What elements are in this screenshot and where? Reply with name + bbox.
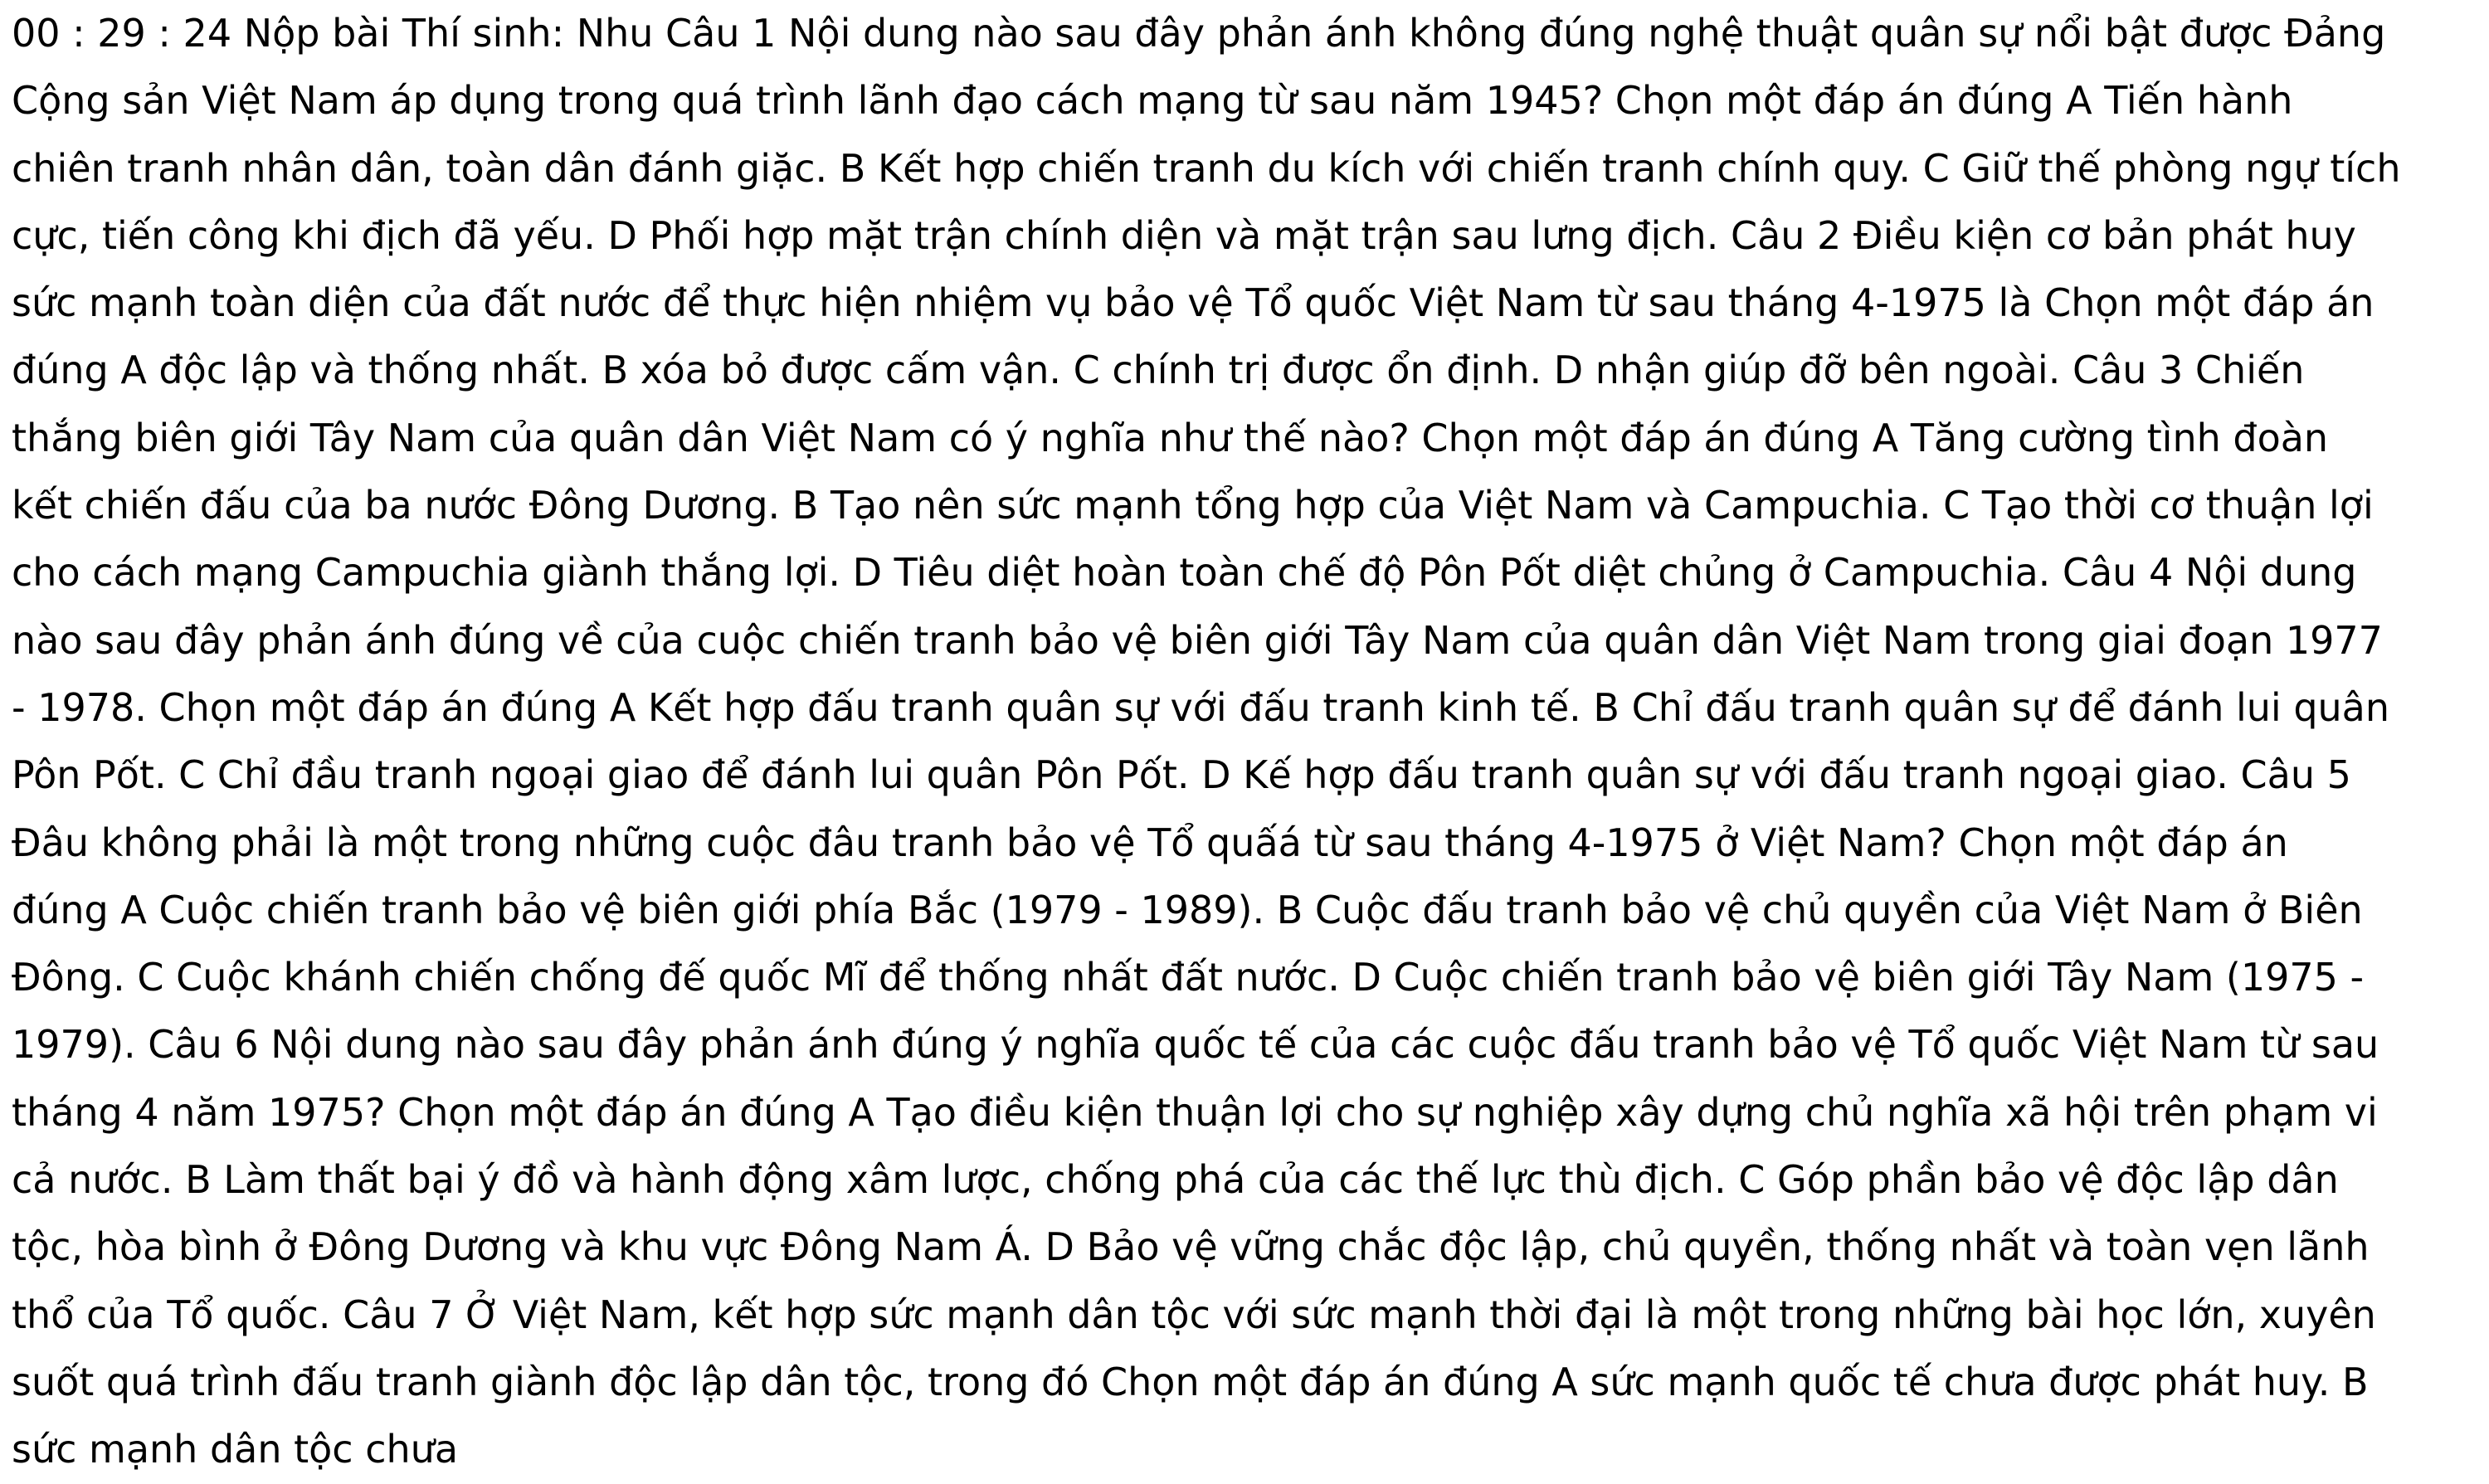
text-line: đúng A Cuộc chiến tranh bảo vệ biên giới phía Bắc (1979 - 1989). B Cuộc đấu tranh bảo vệ chủ quyền của Việt Nam ở Biên <box>12 887 2363 932</box>
text-line: Đông. C Cuộc khánh chiến chống đế quốc Mĩ để thống nhất đất nước. D Cuộc chiến tranh bảo vệ biên giới Tây Nam (1975 - <box>12 955 2365 1000</box>
exam-text-dump <box>12 0 2489 1484</box>
text-line: sức mạnh toàn diện của đất nước để thực hiện nhiệm vụ bảo vệ Tổ quốc Việt Nam từ sau tháng 4-1975 là Chọn một đáp án <box>12 280 2375 326</box>
text-line: đúng A độc lập và thống nhất. B xóa bỏ được cấm vận. C chính trị được ổn định. D nhận giúp đỡ bên ngoài. Câu 3 Chiến <box>12 348 2305 393</box>
text-line: tháng 4 năm 1975? Chọn một đáp án đúng A Tạo điều kiện thuận lợi cho sự nghiệp xây dựng chủ nghĩa xã hội trên phạm vi <box>12 1089 2378 1135</box>
text-line: Đâu không phải là một trong những cuộc đâu tranh bảo vệ Tổ quấá từ sau tháng 4-1975 ở Việt Nam? Chọn một đáp án <box>12 820 2288 865</box>
text-line: suốt quá trình đấu tranh giành độc lập dân tộc, trong đó Chọn một đáp án đúng A sức mạnh quốc tế chưa được phát huy. B <box>12 1359 2369 1404</box>
text-line: tộc, hòa bình ở Đông Dương và khu vực Đông Nam Á. D Bảo vệ vững chắc độc lập, chủ quyền, thống nhất và toàn vẹn lãnh <box>12 1224 2370 1270</box>
text-line: Cộng sản Việt Nam áp dụng trong quá trình lãnh đạo cách mạng từ sau năm 1945? Chọn một đáp án đúng A Tiến hành <box>12 78 2293 124</box>
text-line: chiên tranh nhân dân, toàn dân đánh giặc. B Kết hợp chiến tranh du kích với chiến tranh chính quy. C Giữ thế phòng ngự tích <box>12 145 2401 191</box>
text-line: cả nước. B Làm thất bại ý đồ và hành động xâm lược, chống phá của các thế lực thù địch. C Góp phần bảo vệ độc lập dân <box>12 1157 2339 1203</box>
text-line: 00 : 29 : 24 Nộp bài Thí sinh: Nhu Câu 1 Nội dung nào sau đây phản ánh không đúng nghệ thuật quân sự nổi bật được Đảng <box>12 11 2386 56</box>
text-line: cho cách mạng Campuchia giành thắng lợi. D Tiêu diệt hoàn toàn chế độ Pôn Pốt diệt chủng ở Campuchia. Câu 4 Nội dung <box>12 550 2357 596</box>
text-line: - 1978. Chọn một đáp án đúng A Kết hợp đấu tranh quân sự với đấu tranh kinh tế. B Chỉ đấu tranh quân sự để đánh lui quân <box>12 684 2390 730</box>
text-line: thổ của Tổ quốc. Câu 7 Ở Việt Nam, kết hợp sức mạnh dân tộc với sức mạnh thời đại là một trong những bài học lớn, xuyên <box>12 1292 2376 1337</box>
text-line: cực, tiến công khi địch đã yếu. D Phối hợp mặt trận chính diện và mặt trận sau lưng địch. Câu 2 Điều kiện cơ bản phát huy <box>12 212 2356 258</box>
text-line: kết chiến đấu của ba nước Đông Dương. B Tạo nên sức mạnh tổng hợp của Việt Nam và Campuchia. C Tạo thời cơ thuận lợi <box>12 483 2374 528</box>
text-line: sức mạnh dân tộc chưa <box>12 1427 459 1472</box>
text-line: nào sau đây phản ánh đúng về của cuộc chiến tranh bảo vệ biên giới Tây Nam của quân dân Việt Nam trong giai đoạn 1977 <box>12 617 2383 663</box>
text-line: Pôn Pốt. C Chỉ đầu tranh ngoại giao để đánh lui quân Pôn Pốt. D Kế hợp đấu tranh quân sự với đấu tranh ngoại giao. Câu 5 <box>12 752 2351 798</box>
text-line: thắng biên giới Tây Nam của quân dân Việt Nam có ý nghĩa như thế nào? Chọn một đáp án đúng A Tăng cường tình đoàn <box>12 415 2329 460</box>
text-line: 1979). Câu 6 Nội dung nào sau đây phản ánh đúng ý nghĩa quốc tế của các cuộc đấu tranh bảo vệ Tổ quốc Việt Nam từ sau <box>12 1022 2379 1068</box>
